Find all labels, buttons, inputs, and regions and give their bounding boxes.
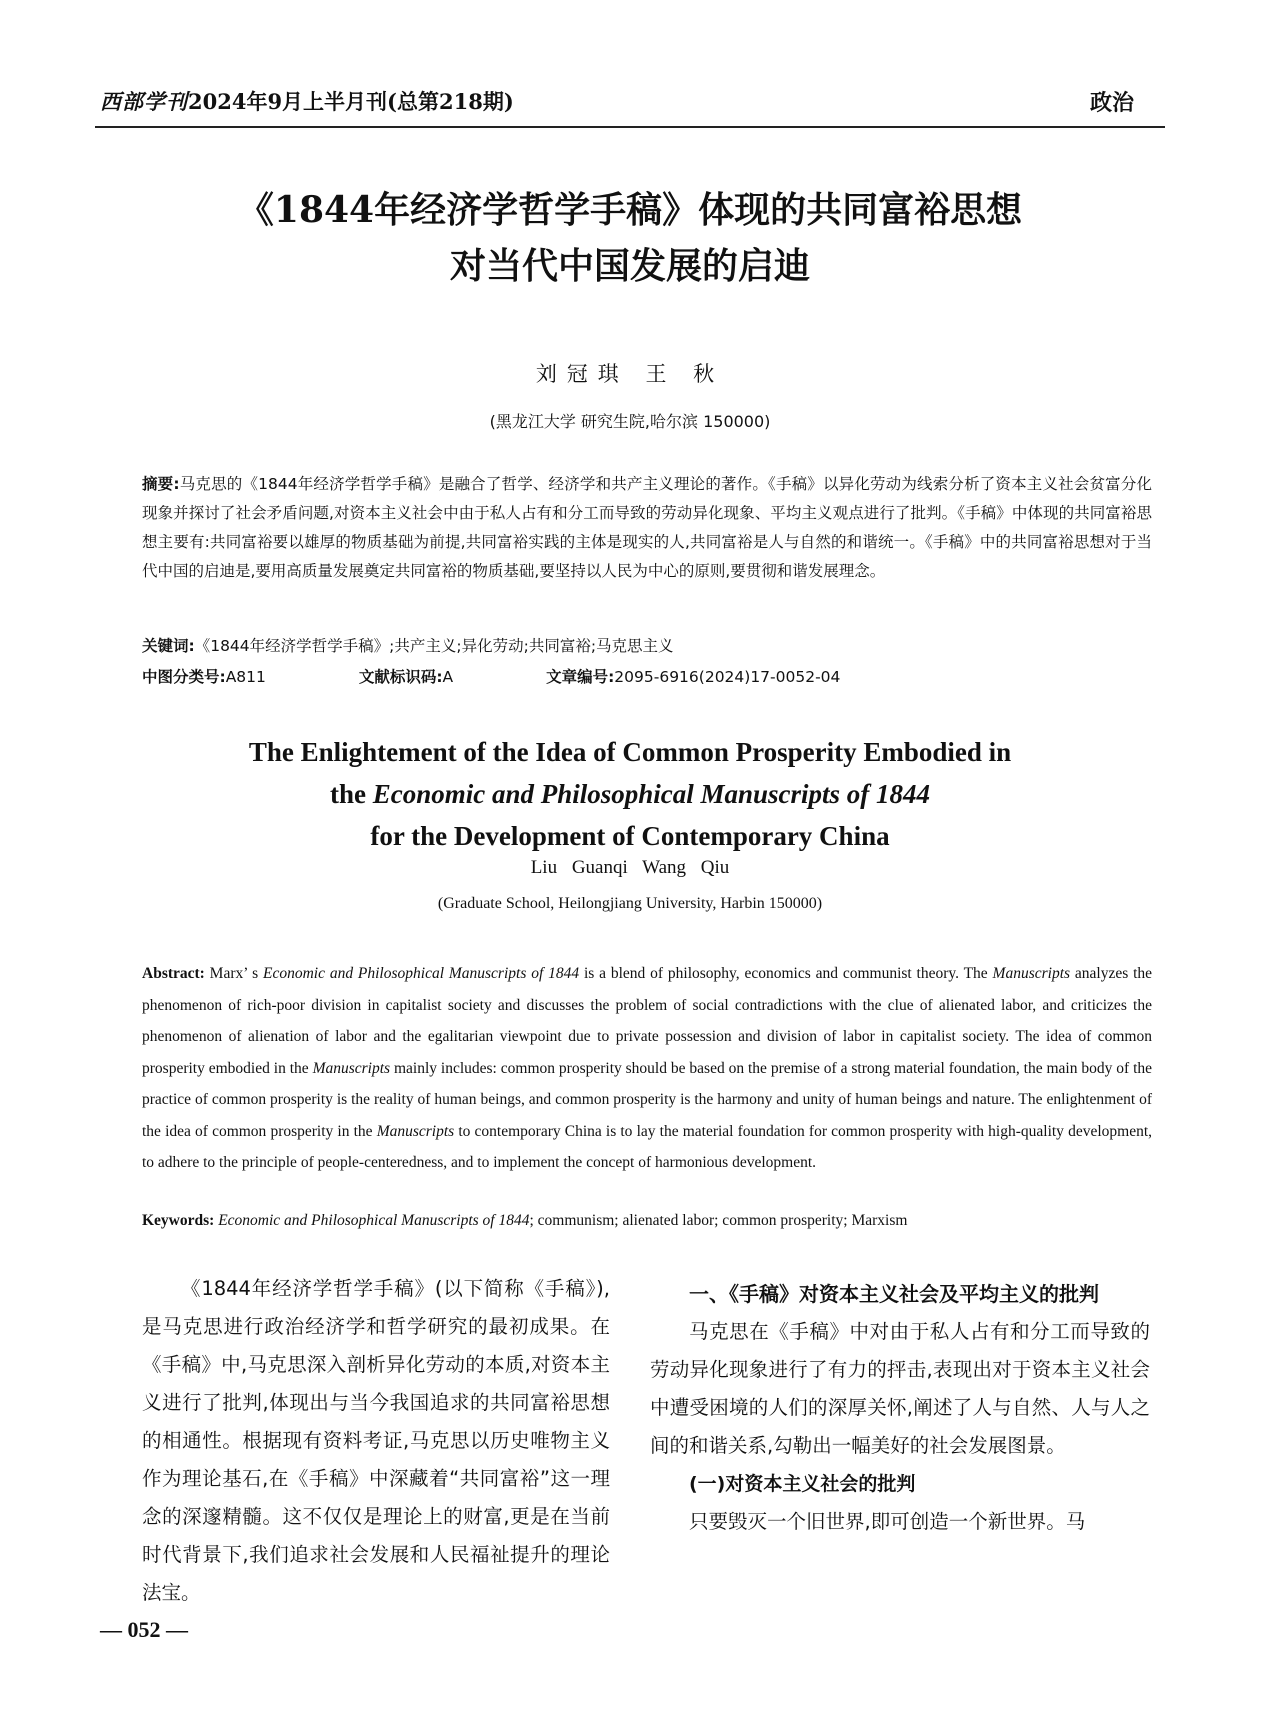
affiliation-cn: (黑龙江大学 研究生院,哈尔滨 150000) xyxy=(489,412,771,431)
article-label: 文章编号: xyxy=(546,668,615,686)
article-meta xyxy=(142,665,1152,687)
abstract-en-label: Abstract: xyxy=(142,965,205,982)
article-value: 2095-6916(2024)17-0052-04 xyxy=(614,668,841,686)
subsection-1-heading: (一)对资本主义社会的批判 xyxy=(689,1473,916,1495)
clc-number xyxy=(142,668,310,686)
authors-en: Liu Guanqi Wang Qiu xyxy=(530,857,730,878)
clc-value: A811 xyxy=(225,668,266,686)
affiliation-en: (Graduate School, Heilongjiang University, Harbin 150000) xyxy=(437,895,823,912)
clc-label: 中图分类号: xyxy=(142,668,226,686)
journal-header xyxy=(100,86,514,116)
doc-value: A xyxy=(442,668,454,686)
section-1-paragraph: 马克思在《手稿》中对由于私人占有和分工而导致的劳动异化现象进行了有力的抨击,表现出对于资本主义社会中遭受困境的人们的深厚关怀,阐述了人与自然、人与人之间的和谐关系,勾勒出一幅美好的社会发展图景。 xyxy=(650,1320,1150,1457)
title-cn-line2: 对当代中国发展的启迪 xyxy=(449,245,810,287)
abstract-en-italic: Manuscripts xyxy=(312,1059,391,1077)
abstract-cn-text: 马克思的《1844年经济学哲学手稿》是融合了哲学、经济学和共产主义理论的著作。《手稿》以异化劳动为线索分析了资本主义社会贫富分化现象并探讨了社会矛盾问题,对资本主义社会中由于私人占有和分工而导致的劳动异化现象、平均主义观点进行了批判。《手稿》中体现的共同富裕思想主要有:共同富裕要以雄厚的物质基础为前提,共同富裕实践的主体是现实的人,共同富裕是人与自然的和谐统一。《手稿》中的共同富裕思想对于当代中国的启迪是,要用高质量发展奠定共同富裕的物质基础,要坚持以人民为中心的原则,要贯彻和谐发展理念。 xyxy=(142,475,1153,580)
doc-code xyxy=(359,668,497,686)
issue-info: 2024年9月上半月刊(总第218期) xyxy=(188,89,514,114)
abstract-en-text: analyzes the phenomenon of rich-poor division in capitalist society and discusses the problem of social contradictions with the clue of alienated labor, and criticizes the phenomenon of alienation of labor and the egalitarian viewpoint due to private possession and division of labor in capitalist society. The idea of common prosperity embodied in the xyxy=(142,965,1153,1077)
section-1-heading: 一、《手稿》对资本主义社会及平均主义的批判 xyxy=(689,1282,1099,1306)
abstract-cn xyxy=(142,470,1152,586)
title-en-line2-italic: Economic and Philosophical Manuscripts of 1844 xyxy=(372,779,931,809)
section-label: 政治 xyxy=(1090,90,1135,116)
title-en-line1: The Enlightement of the Idea of Common Prosperity Embodied in xyxy=(248,737,1012,767)
abstract-en-italic: Manuscripts xyxy=(992,965,1071,982)
title-cn xyxy=(95,182,1165,294)
title-en-line2-prefix: the xyxy=(329,779,373,809)
header-rule xyxy=(95,126,1165,128)
subsection-1-paragraph: 只要毁灭一个旧世界,即可创造一个新世界。马 xyxy=(689,1510,1086,1533)
abstract-en-italic: Manuscripts xyxy=(376,1122,455,1140)
journal-logo: 西部学刊 xyxy=(100,89,188,114)
abstract-en-text: is a blend of philosophy, economics and communist theory. The xyxy=(579,965,993,982)
keywords-en-text: ; communism; alienated labor; common prosperity; Marxism xyxy=(529,1212,908,1229)
page-number: — 052 — xyxy=(100,1617,188,1642)
keywords-cn-text: 《1844年经济学哲学手稿》;共产主义;异化劳动;共同富裕;马克思主义 xyxy=(194,637,674,655)
keywords-cn-label: 关键词: xyxy=(142,637,195,655)
abstract-cn-label: 摘要: xyxy=(142,475,180,493)
body-left-column xyxy=(142,1270,610,1612)
title-en xyxy=(95,731,1165,857)
abstract-en xyxy=(142,958,1152,1179)
authors-cn: 刘冠琪 王 秋 xyxy=(535,362,725,386)
article-number xyxy=(546,668,884,686)
title-en-line3: for the Development of Contemporary China xyxy=(370,821,890,851)
keywords-en xyxy=(142,1212,1152,1230)
intro-paragraph: 《1844年经济学哲学手稿》(以下简称《手稿》),是马克思进行政治经济学和哲学研究的最初成果。在《手稿》中,马克思深入剖析异化劳动的本质,对资本主义进行了批判,体现出与当今我国追求的共同富裕思想的相通性。根据现有资料考证,马克思以历史唯物主义作为理论基石,在《手稿》中深藏着“共同富裕”这一理念的深邃精髓。这不仅仅是理论上的财富,更是在当前时代背景下,我们追求社会发展和人民福祉提升的理论法宝。 xyxy=(142,1277,610,1604)
keywords-en-label: Keywords: xyxy=(142,1212,215,1229)
title-cn-line1: 《1844年经济学哲学手稿》体现的共同富裕思想 xyxy=(237,189,1023,231)
abstract-en-text: Marx’ s xyxy=(204,965,263,982)
doc-label: 文献标识码: xyxy=(358,668,443,686)
title-en-line2 xyxy=(95,773,1165,815)
body-right-column xyxy=(650,1275,1150,1541)
keywords-en-italic: Economic and Philosophical Manuscripts of 1844 xyxy=(218,1212,530,1229)
abstract-en-text: mainly includes: common prosperity should be based on the premise of a strong material foundation, the main body of the practice of common prosperity is the reality of human beings, and common prosperity is the harmony and unity of human beings and nature. The enlightenment of the idea of common prosperity in the xyxy=(142,1059,1153,1140)
abstract-en-text: to contemporary China is to lay the material foundation for common prosperity with high-quality development, to adhere to the principle of people-centeredness, and to implement the concept of harmonious development. xyxy=(142,1122,1152,1171)
keywords-cn xyxy=(142,634,1152,656)
abstract-en-italic: Economic and Philosophical Manuscripts of 1844 xyxy=(263,965,580,982)
